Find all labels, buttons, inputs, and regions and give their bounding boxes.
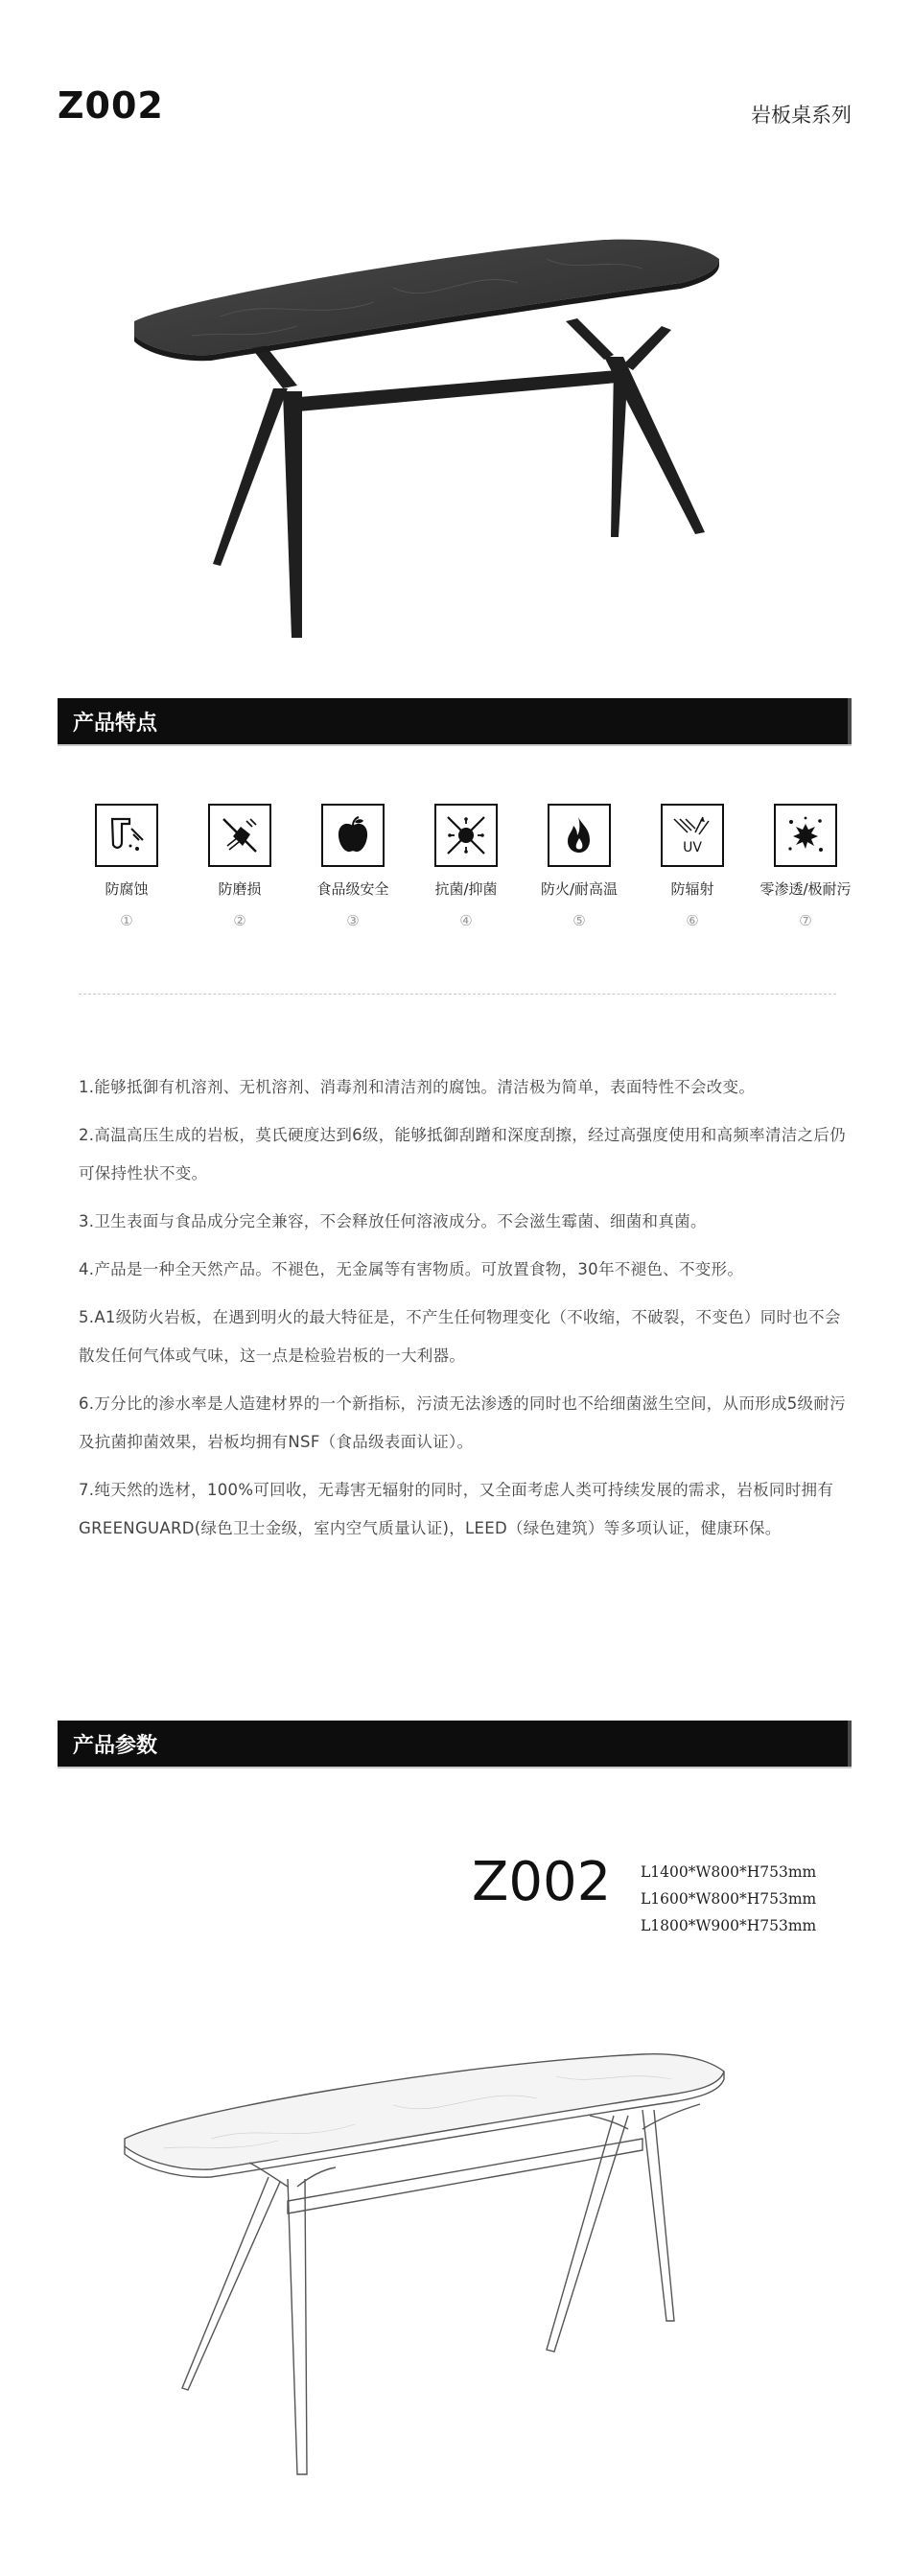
feature-number: ① xyxy=(120,912,133,929)
section-header-params xyxy=(58,1721,852,1767)
flame-icon xyxy=(548,804,611,867)
feature-item xyxy=(636,804,749,929)
series-name: 岩板桌系列 xyxy=(751,104,852,127)
feature-number: ④ xyxy=(459,912,473,929)
feature-label: 防辐射 xyxy=(670,880,714,898)
section-title: 产品参数 xyxy=(73,1733,158,1758)
feature-label: 防腐蚀 xyxy=(105,880,149,898)
uv-radiation-icon xyxy=(661,804,724,867)
model-code: Z002 xyxy=(58,84,164,127)
feature-number: ③ xyxy=(346,912,360,929)
table-product-image xyxy=(105,230,796,652)
feature-number: ⑥ xyxy=(686,912,699,929)
feature-item xyxy=(296,804,409,929)
antibacterial-icon xyxy=(434,804,498,867)
anti-corrosion-icon xyxy=(95,804,158,867)
spec-model-code: Z002 xyxy=(472,1851,612,1913)
feature-list xyxy=(58,804,852,948)
feature-label: 食品级安全 xyxy=(316,880,389,898)
feature-number: ② xyxy=(233,912,246,929)
feature-item xyxy=(70,804,183,929)
feature-item xyxy=(409,804,523,929)
description-paragraph: 2.高温高压生成的岩板，莫氏硬度达到6级，能够抵御刮蹭和深度刮擦，经过高强度使用和高频率清洁之后仍可保持性状不变。 xyxy=(79,1126,846,1183)
section-header-features xyxy=(58,698,852,744)
svg-text:UV: UV xyxy=(683,840,702,855)
food-grade-apple-icon xyxy=(321,804,385,867)
anti-scratch-icon xyxy=(208,804,271,867)
feature-label: 抗菌/抑菌 xyxy=(434,880,498,898)
size-option: L1400*W800*H753mm xyxy=(641,1863,817,1881)
feature-number: ⑤ xyxy=(572,912,586,929)
table-line-drawing xyxy=(105,2033,796,2513)
feature-descriptions xyxy=(79,1068,846,1557)
dashed-divider xyxy=(79,994,836,995)
feature-label: 零渗透/极耐污 xyxy=(759,880,852,898)
feature-number: ⑦ xyxy=(799,912,812,929)
description-paragraph: 3.卫生表面与食品成分完全兼容，不会释放任何溶液成分。不会滋生霉菌、细菌和真菌。 xyxy=(79,1212,707,1230)
size-option: L1600*W800*H753mm xyxy=(641,1890,817,1908)
description-paragraph: 6.万分比的渗水率是人造建材界的一个新指标，污渍无法渗透的同时也不给细菌滋生空间，从而形成5级耐污及抗菌抑菌效果，岩板均拥有NSF（食品级表面认证）。 xyxy=(79,1394,846,1451)
feature-item xyxy=(183,804,296,929)
description-paragraph: 1.能够抵御有机溶剂、无机溶剂、消毒剂和清洁剂的腐蚀。清洁极为简单，表面特性不会改变。 xyxy=(79,1078,756,1096)
stain-splash-icon xyxy=(774,804,837,867)
size-option: L1800*W900*H753mm xyxy=(641,1917,817,1934)
size-list xyxy=(641,1859,816,1939)
feature-label: 防磨损 xyxy=(218,880,262,898)
description-paragraph: 5.A1级防火岩板，在遇到明火的最大特征是，不产生任何物理变化（不收缩，不破裂，不变色）同时也不会散发任何气体或气味，这一点是检验岩板的一大利器。 xyxy=(79,1308,841,1365)
section-title: 产品特点 xyxy=(73,711,158,736)
description-paragraph: 7.纯天然的选材，100%可回收，无毒害无辐射的同时，又全面考虑人类可持续发展的需求，岩板同时拥有GREENGUARD(绿色卫士金级，室内空气质量认证)，LEED（绿色建筑）等多项认证，健康环保。 xyxy=(79,1481,834,1537)
feature-item xyxy=(523,804,636,929)
feature-label: 防火/耐高温 xyxy=(540,880,619,898)
feature-item xyxy=(749,804,862,929)
description-paragraph: 4.产品是一种全天然产品。不褪色，无金属等有害物质。可放置食物，30年不褪色、不变形。 xyxy=(79,1260,744,1278)
